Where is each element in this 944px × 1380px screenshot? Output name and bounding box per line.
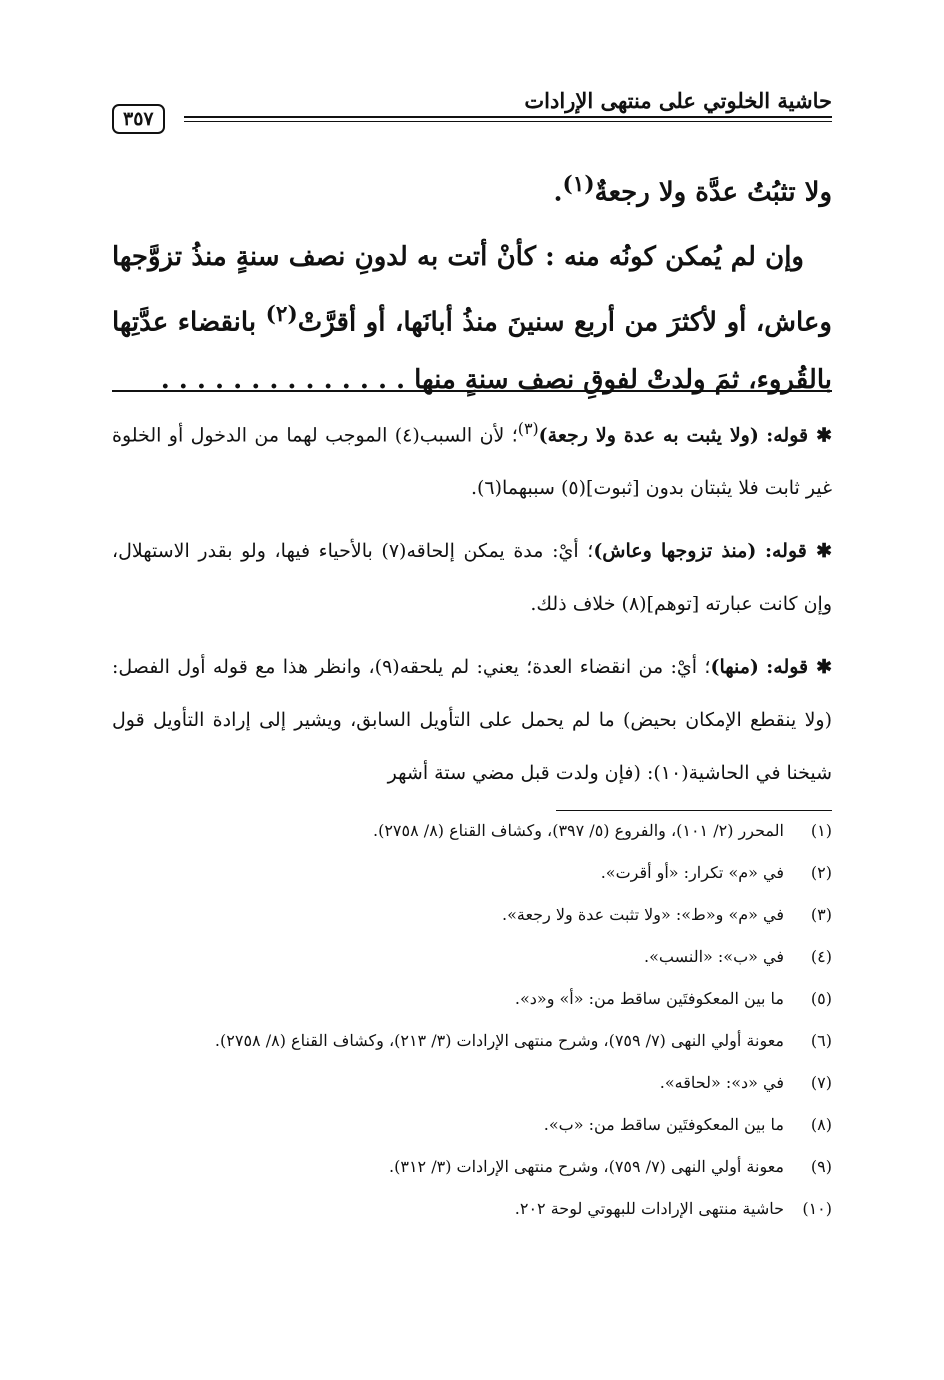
footnote-number: (٧): [810, 1073, 832, 1092]
footnote-text: معونة أولي النهى (٧/ ٧٥٩)، وشرح منتهى الإرادات (٣/ ٣١٢).: [389, 1157, 784, 1176]
asterisk-icon: ✱: [808, 656, 832, 679]
qawl-label: قوله:: [764, 540, 807, 563]
footnote-number: (٤): [810, 947, 832, 966]
footnote-number: (٩): [810, 1157, 832, 1176]
asterisk-icon: ✱: [806, 540, 832, 563]
matn-quote: (ولا يثبت به عدة ولا رجعة): [538, 424, 759, 447]
header-rule: [184, 116, 832, 122]
qawl-label: قوله:: [766, 424, 809, 447]
sharh-paragraph-3: [112, 641, 832, 800]
footnote-item: [112, 904, 832, 926]
qawl-label: قوله:: [766, 656, 809, 679]
footnote-ref: (١): [562, 172, 595, 197]
footnote-number: (٥): [810, 989, 832, 1008]
footnote-item: [112, 988, 832, 1010]
footnote-ref: (٢): [265, 301, 298, 327]
footnote-item: [112, 1030, 832, 1052]
matn-separator-rule: [112, 390, 832, 392]
footnote-text: في «ب»: «النسب».: [644, 947, 784, 966]
sharh-text: ؛ لأن السبب(٤) الموجب لهما من الدخول أو الخلوة غير ثابت فلا يثبتان بدون [ثبوت](٥) سببهما(٦).: [112, 424, 832, 500]
matn-quote: (منها): [710, 656, 759, 679]
footnote-item: [112, 862, 832, 884]
footnote-text: في «م» و«ط»: «ولا تثبت عدة ولا رجعة».: [502, 905, 784, 924]
footnotes-list: [112, 820, 832, 1240]
sharh-text: ؛ أيْ: مدة يمكن إلحاقه(٧) بالأحياء فيها، ولو بقدر الاستهلال، وإن كانت عبارته [توهم](٨) خلاف ذلك.: [112, 540, 832, 616]
footnote-number: (٢): [810, 863, 832, 882]
footnote-separator-rule: [556, 810, 832, 811]
footnote-text: المحرر (٢/ ١٠١)، والفروع (٥/ ٣٩٧)، وكشاف القناع (٨/ ٢٧٥٨).: [373, 821, 784, 840]
footnote-text: معونة أولي النهى (٧/ ٧٥٩)، وشرح منتهى الإرادات (٣/ ٢١٣)، وكشاف القناع (٨/ ٢٧٥٨).: [214, 1031, 784, 1050]
page-number: ٣٥٧: [112, 104, 165, 134]
footnote-number: (١٠): [802, 1199, 832, 1218]
sharh-paragraph-2: [112, 525, 832, 631]
matn-line-1: ولا تثبُتُ عدَّة ولا رجعةٌ$^{(١)}$.: [553, 172, 832, 208]
matn-quote: (منذ تزوجها وعاش): [593, 540, 757, 563]
footnote-item: [112, 1156, 832, 1178]
matn-text: [112, 156, 832, 409]
footnote-number: (٣): [810, 905, 832, 924]
footnote-item: [112, 1072, 832, 1094]
footnote-number: (٨): [810, 1115, 832, 1134]
footnote-text: في «د»: «لحاقه».: [659, 1073, 784, 1092]
footnote-text: ما بين المعكوفتَين ساقط من: «ب».: [543, 1115, 784, 1134]
footnote-item: [112, 946, 832, 968]
page-header: [112, 80, 832, 130]
footnote-text: ما بين المعكوفتَين ساقط من: «أ» و«د».: [514, 989, 784, 1008]
sharh-text: ؛ أيْ: من انقضاء العدة؛ يعني: لم يلحقه(٩)، وانظر هذا مع قوله أول الفصل: (ولا ينقطع الإمكان بحيض) ما لم يحمل على التأويل السابق، ويشير إلى إرادة التأويل قول شيخنا في الحاشية(١٠): (فإن ولدت قبل مضي ستة أشهر: [112, 656, 832, 785]
footnote-text: في «م» تكرار: «أو أقرت».: [600, 863, 784, 882]
footnote-text: حاشية منتهى الإرادات للبهوتي لوحة ٢٠٢.: [514, 1199, 784, 1218]
footnote-item: [112, 820, 832, 842]
sharh-paragraph-1: [112, 402, 832, 515]
asterisk-icon: ✱: [808, 424, 832, 447]
footnote-number: (١): [810, 821, 832, 840]
footnote-number: (٦): [810, 1031, 832, 1050]
running-title: حاشية الخلوتي على منتهى الإرادات: [524, 88, 832, 113]
footnote-item: [112, 1114, 832, 1136]
matn-paragraph-2: وإن لم يُمكن كونُه منه : كأنْ أتت به لدونِ نصف سنةٍ منذُ تزوَّجها وعاش، أو لأكثرَ من أربع سنينَ منذُ أبانَها، أو أقرَّتْ$^{(٢)}$ بانقضاء عدَّتِها بالقُروء، ثمَ ولدتْ لفوقِ نصف سنةٍ منها . . . . . . . . . . . . . .: [112, 241, 832, 396]
footnote-ref: (٣): [517, 419, 539, 438]
matn-dots: . . . . . . . . . . . . . .: [160, 365, 406, 396]
footnote-item: [112, 1198, 832, 1220]
sharh-commentary: [112, 402, 832, 810]
